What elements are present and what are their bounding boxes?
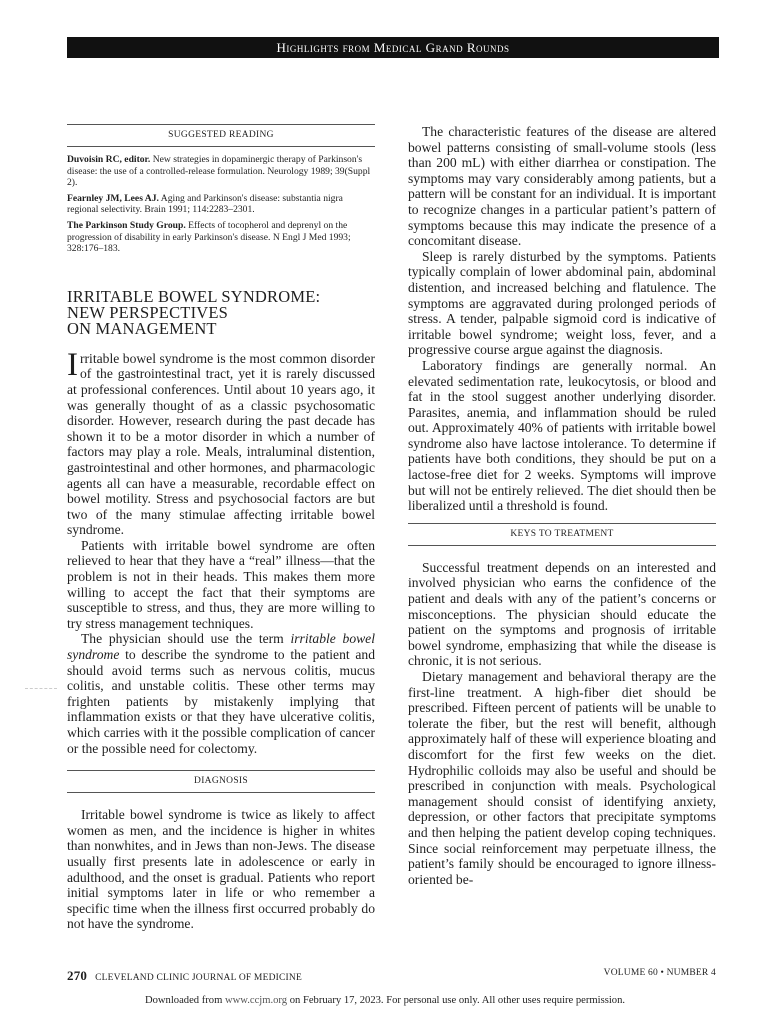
body-paragraph: Patients with irritable bowel syndrome are often relieved to hear that they have a “real” illness—that the problem is not in their heads. This makes them more willing to accept the fact that their symptoms are susceptible to stress, and thus, they are more willing to try stress management techniques. <box>67 537 375 631</box>
issue-info: VOLUME 60 • NUMBER 4 <box>603 968 716 978</box>
body-paragraph <box>67 346 375 538</box>
suggested-reading-heading: SUGGESTED READING <box>67 124 375 147</box>
reference-authors: Duvoisin RC, editor. <box>67 154 151 165</box>
body-paragraph: Successful treatment depends on an interested and involved physician who earns the confidence of the patient and deals with any of the patient’s concerns or misconceptions. The physician should educate the patient on the symptoms and prognosis of irritable bowel syndrome, emphasizing that while the disease is chronic, it is not serious. <box>408 559 716 669</box>
reference-item <box>67 193 375 216</box>
drop-cap: I <box>67 346 78 383</box>
notice-text: on February 17, 2023. For personal use only. All other uses require permission. <box>287 995 626 1006</box>
reference-authors: The Parkinson Study Group. <box>67 219 186 231</box>
paragraph-text: to describe the syndrome to the patient and should avoid terms such as nervous colitis, mucus colitis, and unstable colitis. These other terms may frighten patients by mistakenly implying that inflammation exists or that they have ulcerative colitis, which carries with it the possible complication of cancer or the possible need for colectomy. <box>67 647 375 756</box>
article-title-line: NEW PERSPECTIVES <box>67 302 229 322</box>
reference-text: Aging and Parkinson's disease: substantia nigra regional selectivity. Brain 1991; 114:2283–2301. <box>67 192 343 216</box>
journal-name: CLEVELAND CLINIC JOURNAL OF MEDICINE <box>95 973 302 983</box>
article-title <box>67 286 375 338</box>
site-link[interactable]: www.ccjm.org <box>224 995 288 1006</box>
paragraph-text: rritable bowel syndrome is the most common disorder of the gastrointestinal tract, yet it is rarely discussed at professional conferences. Until about 10 years ago, it was generally thought of as a classic psychosomatic disorder. However, research during the past decade has shown it to be a motor disorder in which a number of factors may play a role. Meals, intraluminal distention, gastrointestinal and other hormones, and pharmacologic agents all can have a measurable, recordable effect on bowel motility. Stress and psychosocial factors are but two of the many stimulae affecting irritable bowel syndrome. <box>67 350 375 538</box>
page-footer-left <box>67 968 302 984</box>
reference-text: New strategies in dopaminergic therapy of Parkinson's disease: the use of a controlled-release formulation. Neurology 1989; 39(Suppl 2). <box>67 154 371 189</box>
paragraph-text: The physician should use the term <box>81 631 291 647</box>
article-title-line: IRRITABLE BOWEL SYNDROME: <box>67 286 321 306</box>
reference-authors: Fearnley JM, Lees AJ. <box>67 192 159 204</box>
body-paragraph: Irritable bowel syndrome is twice as likely to affect women as men, and the incidence is higher in whites than nonwhites, and in Jews than non-Jews. The disease usually first presents late in adolescence or early in adulthood, and the onset is gradual. Patients who report initial symptoms later in life or who remember a specific time when the illness first occurred probably do not have the syndrome. <box>67 807 375 932</box>
body-paragraph: Laboratory findings are generally normal. An elevated sedimentation rate, leukocytosis, or blood and fat in the stool suggest another underlying disorder. Parasites, anemia, and inflammation should be ruled out. Approximately 40% of patients with irritable bowel syndrome also have lactose intolerance. To determine if patients have both conditions, they should be put on a lactose-free diet for 2 weeks. Symptoms will improve but will not be entirely relieved. The diet should then be liberalized until a threshold is found. <box>408 357 716 514</box>
running-header-banner: Highlights from Medical Grand Rounds <box>67 37 719 58</box>
page-number: 270 <box>67 968 88 983</box>
download-notice <box>0 995 770 1006</box>
right-column <box>408 124 716 887</box>
reference-item <box>67 220 375 255</box>
left-column <box>67 124 375 932</box>
body-paragraph: Sleep is rarely disturbed by the symptoms. Patients typically complain of lower abdominal pain, abdominal distention, and increased belching and flatulence. The symptoms are aggravated during prolonged periods of stress. A tender, palpable sigmoid cord is indicative of irritable bowel syndrome; weight loss, fever, and a progressive course argue against the diagnosis. <box>408 248 716 358</box>
margin-mark <box>25 688 57 689</box>
notice-text: Downloaded from <box>144 995 225 1006</box>
diagnosis-heading: DIAGNOSIS <box>67 770 375 793</box>
body-paragraph: The characteristic features of the disease are altered bowel patterns consisting of small-volume stools (less than 200 mL) with either diarrhea or constipation. The symptoms may vary considerably among patients, but a pattern will be constant for an individual. It is important to recognize changes in a particular patient’s pattern of symptoms because this may indicate the presence of a concomitant disease. <box>408 124 716 249</box>
article-title-line: ON MANAGEMENT <box>67 318 217 338</box>
italic-term: irritable bowel syndrome <box>67 631 375 663</box>
body-paragraph: Dietary management and behavioral therapy are the first-line treatment. A high-fiber diet should be prescribed. Fifteen percent of patients will be unable to tolerate the fiber, but the rest will benefit, although approximately half of these will experience bloating and discomfort for the first few weeks on the diet. Hydrophilic colloids may also be useful and should be prescribed in conjunction with meals. Psychological management should consist of identifying anxiety, depression, or other factors that precipitate symptoms and then helping the patient develop coping techniques. Since social reinforcement may perpetuate illness, the patient’s family should be encouraged to ignore illness-oriented be- <box>408 669 716 887</box>
body-paragraph <box>67 631 375 756</box>
reference-text: Effects of tocopherol and deprenyl on the progression of disability in early Parkinson's disease. N Engl J Med 1993; 328:176–183. <box>67 219 351 255</box>
keys-to-treatment-heading: KEYS TO TREATMENT <box>408 523 716 546</box>
reference-item <box>67 154 375 189</box>
